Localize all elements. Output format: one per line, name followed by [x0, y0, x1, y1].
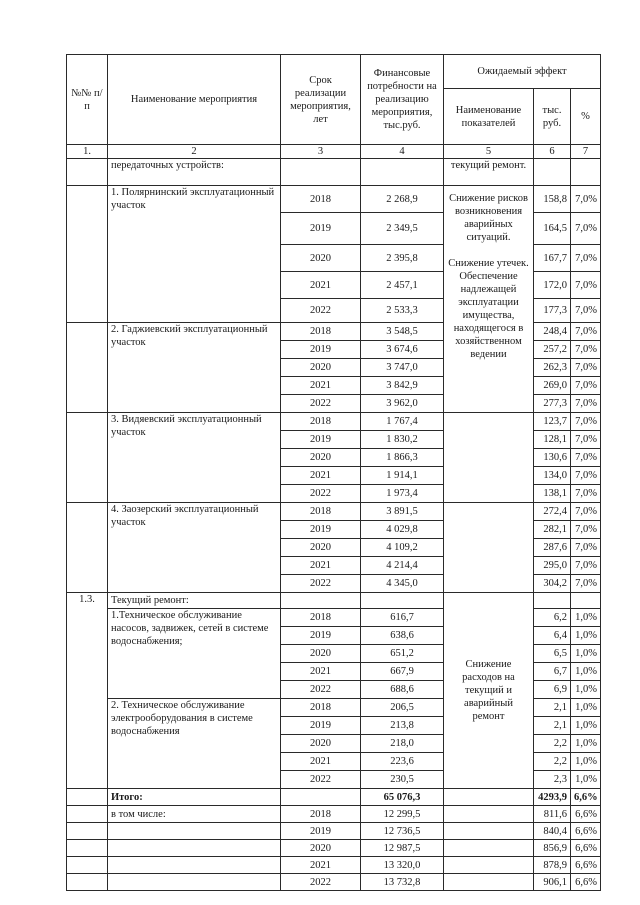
pct-cell: 1,0% — [571, 735, 601, 753]
total-rub: 4293,9 — [534, 789, 571, 806]
fin-cell: 12 299,5 — [361, 806, 444, 823]
colnum-2: 2 — [108, 145, 281, 159]
year-cell: 2022 — [281, 395, 361, 413]
row-num — [67, 503, 108, 593]
year-cell: 2018 — [281, 323, 361, 341]
pct-cell: 7,0% — [571, 341, 601, 359]
colnum-7: 7 — [571, 145, 601, 159]
total-num — [67, 789, 108, 806]
total-term — [281, 789, 361, 806]
rub-cell: 856,9 — [534, 840, 571, 857]
fin-cell: 1 767,4 — [361, 413, 444, 431]
pct-cell: 7,0% — [571, 186, 601, 213]
year-cell: 2021 — [281, 663, 361, 681]
breakdown-name — [108, 840, 281, 857]
fin-cell: 13 732,8 — [361, 874, 444, 891]
total-fin: 65 076,3 — [361, 789, 444, 806]
pct-cell: 1,0% — [571, 645, 601, 663]
fin-cell: 218,0 — [361, 735, 444, 753]
rub-cell: 248,4 — [534, 323, 571, 341]
subsection-name: 2. Техническое обслуживание электрооборудования в системе водоснабжения — [108, 699, 281, 789]
pct-cell: 7,0% — [571, 272, 601, 299]
cont-pct — [571, 159, 601, 186]
year-cell: 2018 — [281, 503, 361, 521]
header-effect: Ожидаемый эффект — [444, 55, 601, 89]
rub-cell: 138,1 — [534, 485, 571, 503]
year-cell: 2018 — [281, 699, 361, 717]
rub-cell: 177,3 — [534, 299, 571, 323]
pct-cell: 6,6% — [571, 806, 601, 823]
section-title: Текущий ремонт: — [108, 593, 281, 609]
pct-cell: 7,0% — [571, 323, 601, 341]
header-pct: % — [571, 89, 601, 145]
rub-cell: 2,2 — [534, 753, 571, 771]
rub-cell: 6,2 — [534, 609, 571, 627]
row-num — [67, 186, 108, 323]
breakdown-name — [108, 874, 281, 891]
total-label: Итого: — [108, 789, 281, 806]
pct-cell: 1,0% — [571, 681, 601, 699]
rub-cell: 123,7 — [534, 413, 571, 431]
breakdown-num — [67, 823, 108, 840]
fin-cell: 3 962,0 — [361, 395, 444, 413]
year-cell: 2020 — [281, 735, 361, 753]
rub-cell: 282,1 — [534, 521, 571, 539]
breakdown-name — [108, 857, 281, 874]
effect-indicator: Снижение рисков возникновения аварийных ситуаций. Снижение утечек. Обеспечение надлежащей эксплуатации имущества, находящегося в хозяйственном ведении — [444, 186, 534, 413]
header-num: №№ п/п — [67, 55, 108, 145]
breakdown-effect — [444, 857, 534, 874]
pct-cell: 7,0% — [571, 449, 601, 467]
rub-cell: 130,6 — [534, 449, 571, 467]
year-cell: 2022 — [281, 575, 361, 593]
breakdown-label: в том числе: — [108, 806, 281, 823]
year-cell: 2019 — [281, 431, 361, 449]
pct-cell: 7,0% — [571, 359, 601, 377]
year-cell: 2021 — [281, 467, 361, 485]
breakdown-effect — [444, 840, 534, 857]
rub-empty — [534, 593, 571, 609]
fin-cell: 4 345,0 — [361, 575, 444, 593]
cont-fin — [361, 159, 444, 186]
pct-cell: 7,0% — [571, 503, 601, 521]
pct-cell: 7,0% — [571, 557, 601, 575]
fin-cell: 3 842,9 — [361, 377, 444, 395]
year-cell: 2020 — [281, 449, 361, 467]
pct-cell: 6,6% — [571, 840, 601, 857]
rub-cell: 2,1 — [534, 699, 571, 717]
year-cell: 2019 — [281, 213, 361, 245]
pct-cell: 7,0% — [571, 377, 601, 395]
rub-cell: 6,5 — [534, 645, 571, 663]
pct-cell: 7,0% — [571, 575, 601, 593]
fin-cell: 4 214,4 — [361, 557, 444, 575]
fin-cell: 3 891,5 — [361, 503, 444, 521]
year-cell: 2022 — [281, 681, 361, 699]
year-cell: 2019 — [281, 627, 361, 645]
year-cell: 2018 — [281, 413, 361, 431]
year-cell: 2020 — [281, 645, 361, 663]
pct-cell: 7,0% — [571, 299, 601, 323]
rub-cell: 287,6 — [534, 539, 571, 557]
pct-cell: 1,0% — [571, 717, 601, 735]
year-cell: 2021 — [281, 377, 361, 395]
year-cell: 2021 — [281, 857, 361, 874]
fin-cell: 213,8 — [361, 717, 444, 735]
cont-name: передаточных устройств: — [108, 159, 281, 186]
colnum-4: 4 — [361, 145, 444, 159]
rub-cell: 2,3 — [534, 771, 571, 789]
fin-cell: 1 914,1 — [361, 467, 444, 485]
rub-cell: 164,5 — [534, 213, 571, 245]
fin-cell: 206,5 — [361, 699, 444, 717]
colnum-5: 5 — [444, 145, 534, 159]
pct-cell: 7,0% — [571, 413, 601, 431]
header-name: Наименование мероприятия — [108, 55, 281, 145]
colnum-6: 6 — [534, 145, 571, 159]
pct-cell: 1,0% — [571, 627, 601, 645]
rub-cell: 6,7 — [534, 663, 571, 681]
fin-cell: 2 349,5 — [361, 213, 444, 245]
pct-empty — [571, 593, 601, 609]
rub-cell: 2,2 — [534, 735, 571, 753]
fin-cell: 688,6 — [361, 681, 444, 699]
measures-table — [66, 54, 601, 891]
subsection-name: 1.Техническое обслуживание насосов, задвижек, сетей в системе водоснабжения; — [108, 609, 281, 699]
pct-cell: 1,0% — [571, 663, 601, 681]
pct-cell: 1,0% — [571, 753, 601, 771]
pct-cell: 7,0% — [571, 485, 601, 503]
rub-cell: 269,0 — [534, 377, 571, 395]
section-name: 3. Видяевский эксплуатационный участок — [108, 413, 281, 503]
header-term: Срок реализации мероприятия, лет — [281, 55, 361, 145]
row-num — [67, 323, 108, 413]
rub-cell: 840,4 — [534, 823, 571, 840]
year-cell: 2020 — [281, 840, 361, 857]
term-empty — [281, 593, 361, 609]
breakdown-num — [67, 874, 108, 891]
fin-cell: 638,6 — [361, 627, 444, 645]
year-cell: 2018 — [281, 186, 361, 213]
cont-num — [67, 159, 108, 186]
rub-cell: 167,7 — [534, 245, 571, 272]
fin-cell: 616,7 — [361, 609, 444, 627]
rub-cell: 134,0 — [534, 467, 571, 485]
rub-cell: 262,3 — [534, 359, 571, 377]
fin-cell: 4 109,2 — [361, 539, 444, 557]
pct-cell: 7,0% — [571, 521, 601, 539]
pct-cell: 7,0% — [571, 431, 601, 449]
fin-cell: 3 747,0 — [361, 359, 444, 377]
rub-cell: 257,2 — [534, 341, 571, 359]
fin-cell: 3 548,5 — [361, 323, 444, 341]
year-cell: 2022 — [281, 485, 361, 503]
pct-cell: 1,0% — [571, 609, 601, 627]
rub-cell: 128,1 — [534, 431, 571, 449]
fin-cell: 2 395,8 — [361, 245, 444, 272]
pct-cell: 7,0% — [571, 467, 601, 485]
rub-cell: 277,3 — [534, 395, 571, 413]
cont-rub — [534, 159, 571, 186]
total-pct: 6,6% — [571, 789, 601, 806]
rub-cell: 906,1 — [534, 874, 571, 891]
pct-cell: 7,0% — [571, 245, 601, 272]
fin-cell: 2 457,1 — [361, 272, 444, 299]
year-cell: 2020 — [281, 539, 361, 557]
year-cell: 2018 — [281, 806, 361, 823]
year-cell: 2022 — [281, 771, 361, 789]
year-cell: 2020 — [281, 245, 361, 272]
year-cell: 2019 — [281, 823, 361, 840]
cont-term — [281, 159, 361, 186]
pct-cell: 1,0% — [571, 699, 601, 717]
year-cell: 2020 — [281, 359, 361, 377]
rub-cell: 304,2 — [534, 575, 571, 593]
fin-cell: 651,2 — [361, 645, 444, 663]
year-cell: 2022 — [281, 874, 361, 891]
breakdown-num — [67, 840, 108, 857]
effect-empty — [444, 413, 534, 503]
fin-cell: 12 736,5 — [361, 823, 444, 840]
rub-cell: 272,4 — [534, 503, 571, 521]
fin-cell: 13 320,0 — [361, 857, 444, 874]
year-cell: 2022 — [281, 299, 361, 323]
rub-cell: 6,9 — [534, 681, 571, 699]
section-name: 2. Гаджиевский эксплуатационный участок — [108, 323, 281, 413]
pct-cell: 7,0% — [571, 213, 601, 245]
fin-cell: 12 987,5 — [361, 840, 444, 857]
effect-indicator-b: Снижение расходов на текущий и аварийный ремонт — [444, 593, 534, 789]
rub-cell: 172,0 — [534, 272, 571, 299]
breakdown-effect — [444, 874, 534, 891]
fin-cell: 1 973,4 — [361, 485, 444, 503]
year-cell: 2021 — [281, 557, 361, 575]
fin-cell: 2 533,3 — [361, 299, 444, 323]
total-effect — [444, 789, 534, 806]
pct-cell: 1,0% — [571, 771, 601, 789]
breakdown-num — [67, 857, 108, 874]
fin-cell: 667,9 — [361, 663, 444, 681]
section-name: 1. Полярнинский эксплуатационный участок — [108, 186, 281, 323]
rub-cell: 6,4 — [534, 627, 571, 645]
breakdown-effect — [444, 823, 534, 840]
fin-cell: 1 866,3 — [361, 449, 444, 467]
colnum-3: 3 — [281, 145, 361, 159]
fin-cell: 223,6 — [361, 753, 444, 771]
section-name: 4. Заозерский эксплуатационный участок — [108, 503, 281, 593]
breakdown-name — [108, 823, 281, 840]
year-cell: 2021 — [281, 753, 361, 771]
fin-cell: 1 830,2 — [361, 431, 444, 449]
header-fin: Финансовые потребности на реализацию мероприятия, тыс.руб. — [361, 55, 444, 145]
breakdown-num — [67, 806, 108, 823]
rub-cell: 158,8 — [534, 186, 571, 213]
fin-cell: 3 674,6 — [361, 341, 444, 359]
rub-cell: 811,6 — [534, 806, 571, 823]
fin-empty — [361, 593, 444, 609]
header-indicator: Наименование показателей — [444, 89, 534, 145]
rub-cell: 295,0 — [534, 557, 571, 575]
cont-effect: текущий ремонт. — [444, 159, 534, 186]
fin-cell: 2 268,9 — [361, 186, 444, 213]
breakdown-effect — [444, 806, 534, 823]
year-cell: 2019 — [281, 521, 361, 539]
year-cell: 2018 — [281, 609, 361, 627]
pct-cell: 6,6% — [571, 823, 601, 840]
effect-empty — [444, 503, 534, 593]
row-num — [67, 413, 108, 503]
rub-cell: 878,9 — [534, 857, 571, 874]
colnum-1: 1. — [67, 145, 108, 159]
year-cell: 2019 — [281, 341, 361, 359]
pct-cell: 7,0% — [571, 539, 601, 557]
pct-cell: 6,6% — [571, 874, 601, 891]
pct-cell: 6,6% — [571, 857, 601, 874]
rub-cell: 2,1 — [534, 717, 571, 735]
pct-cell: 7,0% — [571, 395, 601, 413]
fin-cell: 4 029,8 — [361, 521, 444, 539]
header-rub: тыс. руб. — [534, 89, 571, 145]
year-cell: 2021 — [281, 272, 361, 299]
section-num: 1.3. — [67, 593, 108, 789]
fin-cell: 230,5 — [361, 771, 444, 789]
year-cell: 2019 — [281, 717, 361, 735]
